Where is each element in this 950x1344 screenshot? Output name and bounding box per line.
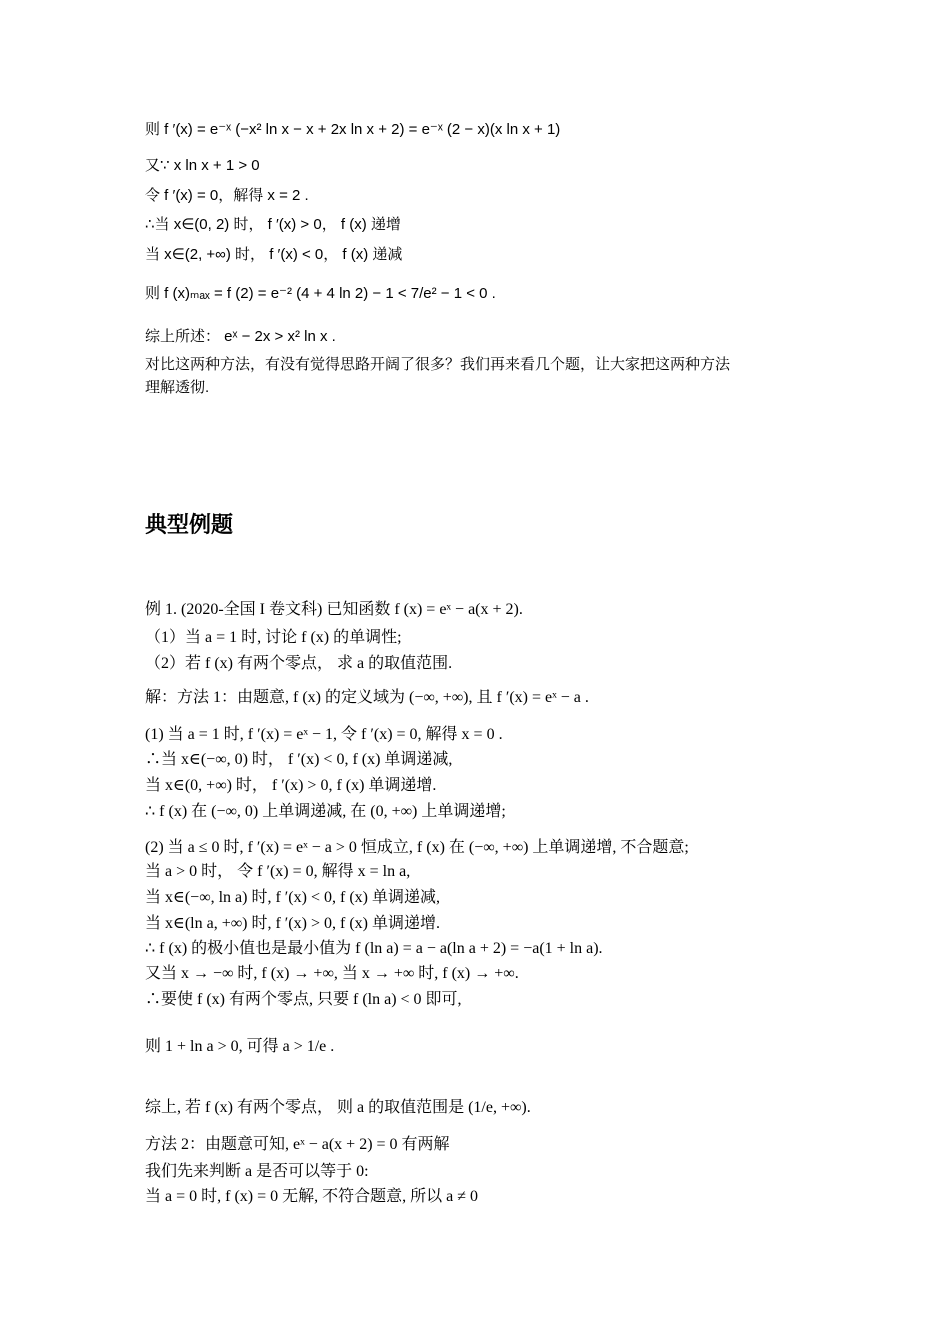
text-line: ∴要使 f (x) 有两个零点, 只要 f (ln a) < 0 即可, xyxy=(145,991,462,1008)
text-line: 则 f (x)ₘₐₓ = f (2) = e⁻² (4 + 4 ln 2) − 1 < 7/e² − 1 < 0 . xyxy=(145,285,496,302)
text-line: （2）若 f (x) 有两个零点， 求 a 的取值范围. xyxy=(145,655,453,672)
text-line: 例 1. (2020-全国 I 卷文科) 已知函数 f (x) = eˣ − a(x + 2). xyxy=(145,601,523,618)
text-line: 理解透彻. xyxy=(145,379,210,396)
text-line: 方法 2：由题意可知, eˣ − a(x + 2) = 0 有两解 xyxy=(145,1136,450,1153)
text-line: 则 f ′(x) = e⁻ˣ (−x² ln x − x + 2x ln x + 2) = e⁻ˣ (2 − x)(x ln x + 1) xyxy=(145,121,561,138)
text-line: ∴当 x∈(−∞, 0) 时， f ′(x) < 0, f (x) 单调递减, xyxy=(145,751,453,768)
text-line: 综上, 若 f (x) 有两个零点， 则 a 的取值范围是 (1/e, +∞). xyxy=(145,1099,531,1116)
text-line: 又当 x → −∞ 时, f (x) → +∞, 当 x → +∞ 时, f (x) → +∞. xyxy=(145,965,519,982)
text-line: 当 x∈(ln a, +∞) 时, f ′(x) > 0, f (x) 单调递增. xyxy=(145,915,440,932)
text-line: 则 1 + ln a > 0, 可得 a > 1/e . xyxy=(145,1038,335,1055)
text-line: 解：方法 1：由题意, f (x) 的定义域为 (−∞, +∞), 且 f ′(x) = eˣ − a . xyxy=(145,689,589,706)
text-line: 对比这两种方法，有没有觉得思路开阔了很多？我们再来看几个题，让大家把这两种方法 xyxy=(145,356,731,373)
text-line: (2) 当 a ≤ 0 时, f ′(x) = eˣ − a > 0 恒成立, f (x) 在 (−∞, +∞) 上单调递增, 不合题意; xyxy=(145,839,689,856)
text-line: 当 x∈(0, +∞) 时， f ′(x) > 0, f (x) 单调递增. xyxy=(145,777,437,794)
text-line: ∴ f (x) 在 (−∞, 0) 上单调递减, 在 (0, +∞) 上单调递增; xyxy=(145,803,506,820)
text-line: 当 a > 0 时， 令 f ′(x) = 0, 解得 x = ln a, xyxy=(145,863,411,880)
text-line: 令 f ′(x) = 0，解得 x = 2 . xyxy=(145,187,309,204)
text-line: 当 a = 0 时, f (x) = 0 无解, 不符合题意, 所以 a ≠ 0 xyxy=(145,1188,479,1205)
text-line: （1）当 a = 1 时, 讨论 f (x) 的单调性; xyxy=(145,629,402,646)
text-line: (1) 当 a = 1 时, f ′(x) = eˣ − 1, 令 f ′(x) = 0, 解得 x = 0 . xyxy=(145,726,503,743)
section-heading: 典型例题 xyxy=(145,513,234,538)
text-line: 当 x∈(2, +∞) 时， f ′(x) < 0， f (x) 递减 xyxy=(145,246,403,263)
text-line: 我们先来判断 a 是否可以等于 0: xyxy=(145,1163,369,1180)
text-line: 又∵ x ln x + 1 > 0 xyxy=(145,157,260,174)
text-line: 当 x∈(−∞, ln a) 时, f ′(x) < 0, f (x) 单调递减, xyxy=(145,889,440,906)
text-line: ∴ f (x) 的极小值也是最小值为 f (ln a) = a − a(ln a + 2) = −a(1 + ln a). xyxy=(145,940,603,957)
text-line: 综上所述： eˣ − 2x > x² ln x . xyxy=(145,328,336,345)
text-line: ∴当 x∈(0, 2) 时， f ′(x) > 0， f (x) 递增 xyxy=(145,216,401,233)
